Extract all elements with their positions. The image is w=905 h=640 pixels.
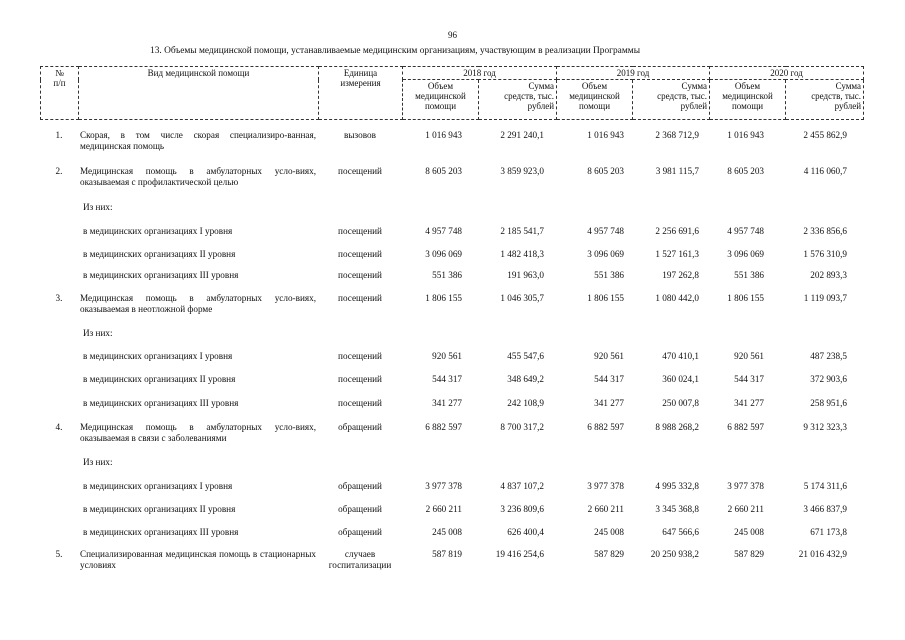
header-year-2019: 2019 год (557, 67, 710, 80)
row-number: 5. (55, 549, 63, 559)
table-row (40, 202, 863, 226)
sum-2018: 3 859 923,0 (500, 166, 544, 176)
sum-2019: 3 345 368,8 (655, 504, 699, 514)
sum-2018: 1 046 305,7 (500, 293, 544, 303)
row-unit: посещений (338, 398, 382, 408)
volume-2018: 920 561 (432, 351, 462, 361)
volume-2019: 920 561 (594, 351, 624, 361)
volume-2020: 341 277 (734, 398, 764, 408)
sum-2018: 19 416 254,6 (495, 549, 544, 559)
row-name: в медицинских организациях I уровня (83, 226, 233, 236)
volume-2019: 587 829 (594, 549, 624, 559)
sum-2019: 20 250 938,2 (650, 549, 699, 559)
sum-2020: 671 173,8 (810, 527, 847, 537)
volume-2020: 2 660 211 (727, 504, 764, 514)
row-unit: посещений (338, 270, 382, 280)
row-name: в медицинских организациях III уровня (83, 398, 239, 408)
table-row (40, 374, 863, 398)
sum-2020: 9 312 323,3 (803, 422, 847, 432)
row-unit: посещений (338, 166, 382, 176)
sum-2019: 647 566,6 (662, 527, 699, 537)
sum-2018: 1 482 418,3 (500, 249, 544, 259)
row-unit: обращений (338, 504, 382, 514)
volume-2020: 6 882 597 (727, 422, 764, 432)
volume-2019: 3 096 069 (587, 249, 624, 259)
table-row (40, 270, 863, 294)
sum-2019: 1 527 161,3 (655, 249, 699, 259)
header-sum: Сумма средств, тыс. рублей (633, 80, 710, 120)
page-number: 96 (448, 30, 457, 40)
row-name: Медицинская помощь в амбулаторных усло-виях, оказываемая в неотложной форме (80, 293, 316, 314)
sum-2018: 455 547,6 (507, 351, 544, 361)
sum-2020: 487 238,5 (810, 351, 847, 361)
volume-2019: 341 277 (594, 398, 624, 408)
sum-2018: 348 649,2 (507, 374, 544, 384)
header-type: Вид медицинской помощи (79, 67, 319, 120)
table-row (40, 527, 863, 551)
volume-2020: 3 096 069 (727, 249, 764, 259)
sum-2020: 2 336 856,6 (803, 226, 847, 236)
sum-2020: 372 903,6 (810, 374, 847, 384)
header-volume: Объем медицинской помощи (403, 80, 479, 120)
table-row (40, 328, 863, 352)
table-row (40, 398, 863, 422)
header-year-2020: 2020 год (710, 67, 864, 80)
sum-2018: 4 837 107,2 (500, 481, 544, 491)
volume-2020: 587 829 (734, 549, 764, 559)
row-name: в медицинских организациях II уровня (83, 249, 236, 259)
volume-2020: 245 008 (734, 527, 764, 537)
row-name: Специализированная медицинская помощь в стационарных условиях (80, 549, 316, 570)
header-year-2018: 2018 год (403, 67, 557, 80)
volume-2019: 551 386 (594, 270, 624, 280)
row-unit: случаев госпитализации (328, 549, 392, 570)
volume-2019: 8 605 203 (587, 166, 624, 176)
volume-2018: 2 660 211 (425, 504, 462, 514)
volume-2018: 587 819 (432, 549, 462, 559)
row-name: Из них: (83, 457, 113, 467)
sum-2020: 3 466 837,9 (803, 504, 847, 514)
row-name: в медицинских организациях III уровня (83, 527, 239, 537)
row-unit: обращений (338, 422, 382, 432)
row-unit: посещений (338, 226, 382, 236)
sum-2018: 191 963,0 (507, 270, 544, 280)
volume-2019: 1 016 943 (587, 130, 624, 140)
sum-2020: 5 174 311,6 (803, 481, 847, 491)
row-number: 3. (55, 293, 63, 303)
sum-2020: 258 951,6 (810, 398, 847, 408)
volume-2018: 3 977 378 (425, 481, 462, 491)
sum-2019: 470 410,1 (662, 351, 699, 361)
sum-2019: 2 256 691,6 (655, 226, 699, 236)
volume-2019: 544 317 (594, 374, 624, 384)
volume-2020: 4 957 748 (727, 226, 764, 236)
volume-2018: 1 806 155 (425, 293, 462, 303)
row-name: в медицинских организациях I уровня (83, 351, 233, 361)
row-unit: обращений (338, 481, 382, 491)
table-title: 13. Объемы медицинской помощи, устанавливаемые медицинским организациям, участвующим в реализации Программы (150, 46, 641, 56)
table-row (40, 457, 863, 481)
table-row (40, 130, 863, 154)
volume-2020: 1 806 155 (727, 293, 764, 303)
row-name: Из них: (83, 202, 113, 212)
volume-2018: 4 957 748 (425, 226, 462, 236)
row-unit: обращений (338, 527, 382, 537)
sum-2020: 1 576 310,9 (803, 249, 847, 259)
volume-2018: 544 317 (432, 374, 462, 384)
sum-2019: 8 988 268,2 (655, 422, 699, 432)
volume-2018: 3 096 069 (425, 249, 462, 259)
sum-2019: 250 007,8 (662, 398, 699, 408)
sum-2018: 242 108,9 (507, 398, 544, 408)
volume-2019: 245 008 (594, 527, 624, 537)
row-number: 2. (55, 166, 63, 176)
row-unit: посещений (338, 351, 382, 361)
row-name: Медицинская помощь в амбулаторных усло-виях, оказываемая с профилактической целью (80, 166, 316, 187)
sum-2019: 4 995 332,8 (655, 481, 699, 491)
volume-2019: 1 806 155 (587, 293, 624, 303)
table-row (40, 166, 863, 190)
row-name: в медицинских организациях II уровня (83, 374, 236, 384)
row-number: 1. (55, 130, 63, 140)
table-row (40, 422, 863, 446)
table-row (40, 293, 863, 317)
sum-2018: 3 236 809,6 (500, 504, 544, 514)
sum-2018: 626 400,4 (507, 527, 544, 537)
table-row (40, 226, 863, 250)
table-row (40, 481, 863, 505)
volume-2020: 8 605 203 (727, 166, 764, 176)
volume-2018: 8 605 203 (425, 166, 462, 176)
volume-2019: 2 660 211 (587, 504, 624, 514)
volume-2019: 6 882 597 (587, 422, 624, 432)
sum-2020: 4 116 060,7 (803, 166, 847, 176)
row-name: в медицинских организациях I уровня (83, 481, 233, 491)
sum-2020: 2 455 862,9 (803, 130, 847, 140)
row-name: Скорая, в том числе скорая специализиро-ванная, медицинская помощь (80, 130, 316, 151)
sum-2018: 2 291 240,1 (500, 130, 544, 140)
sum-2019: 1 080 442,0 (655, 293, 699, 303)
header-num: № п/п (41, 67, 79, 120)
header-volume: Объем медицинской помощи (557, 80, 633, 120)
sum-2020: 202 893,3 (810, 270, 847, 280)
sum-2019: 3 981 115,7 (655, 166, 699, 176)
row-name: Из них: (83, 328, 113, 338)
row-unit: посещений (338, 374, 382, 384)
row-unit: посещений (338, 293, 382, 303)
sum-2019: 197 262,8 (662, 270, 699, 280)
header-volume: Объем медицинской помощи (710, 80, 786, 120)
sum-2018: 8 700 317,2 (500, 422, 544, 432)
volume-2018: 551 386 (432, 270, 462, 280)
row-unit: вызовов (344, 130, 376, 140)
table-row (40, 351, 863, 375)
row-name: в медицинских организациях III уровня (83, 270, 239, 280)
sum-2020: 1 119 093,7 (803, 293, 847, 303)
row-name: в медицинских организациях II уровня (83, 504, 236, 514)
volume-2019: 3 977 378 (587, 481, 624, 491)
table-row (40, 504, 863, 528)
sum-2018: 2 185 541,7 (500, 226, 544, 236)
volume-2018: 6 882 597 (425, 422, 462, 432)
sum-2019: 2 368 712,9 (655, 130, 699, 140)
volume-2020: 551 386 (734, 270, 764, 280)
table-header (40, 66, 864, 120)
volume-2018: 341 277 (432, 398, 462, 408)
volume-2019: 4 957 748 (587, 226, 624, 236)
row-number: 4. (55, 422, 63, 432)
row-unit: посещений (338, 249, 382, 259)
header-sum: Сумма средств, тыс. рублей (786, 80, 864, 120)
volume-2020: 3 977 378 (727, 481, 764, 491)
volume-2018: 245 008 (432, 527, 462, 537)
header-sum: Сумма средств, тыс. рублей (479, 80, 557, 120)
sum-2019: 360 024,1 (662, 374, 699, 384)
row-name: Медицинская помощь в амбулаторных усло-виях, оказываемая в связи с заболеваниями (80, 422, 316, 443)
header-unit: Единица измерения (319, 67, 403, 120)
volume-2020: 1 016 943 (727, 130, 764, 140)
volume-2020: 544 317 (734, 374, 764, 384)
volume-2018: 1 016 943 (425, 130, 462, 140)
table-row (40, 549, 863, 573)
volume-2020: 920 561 (734, 351, 764, 361)
sum-2020: 21 016 432,9 (798, 549, 847, 559)
